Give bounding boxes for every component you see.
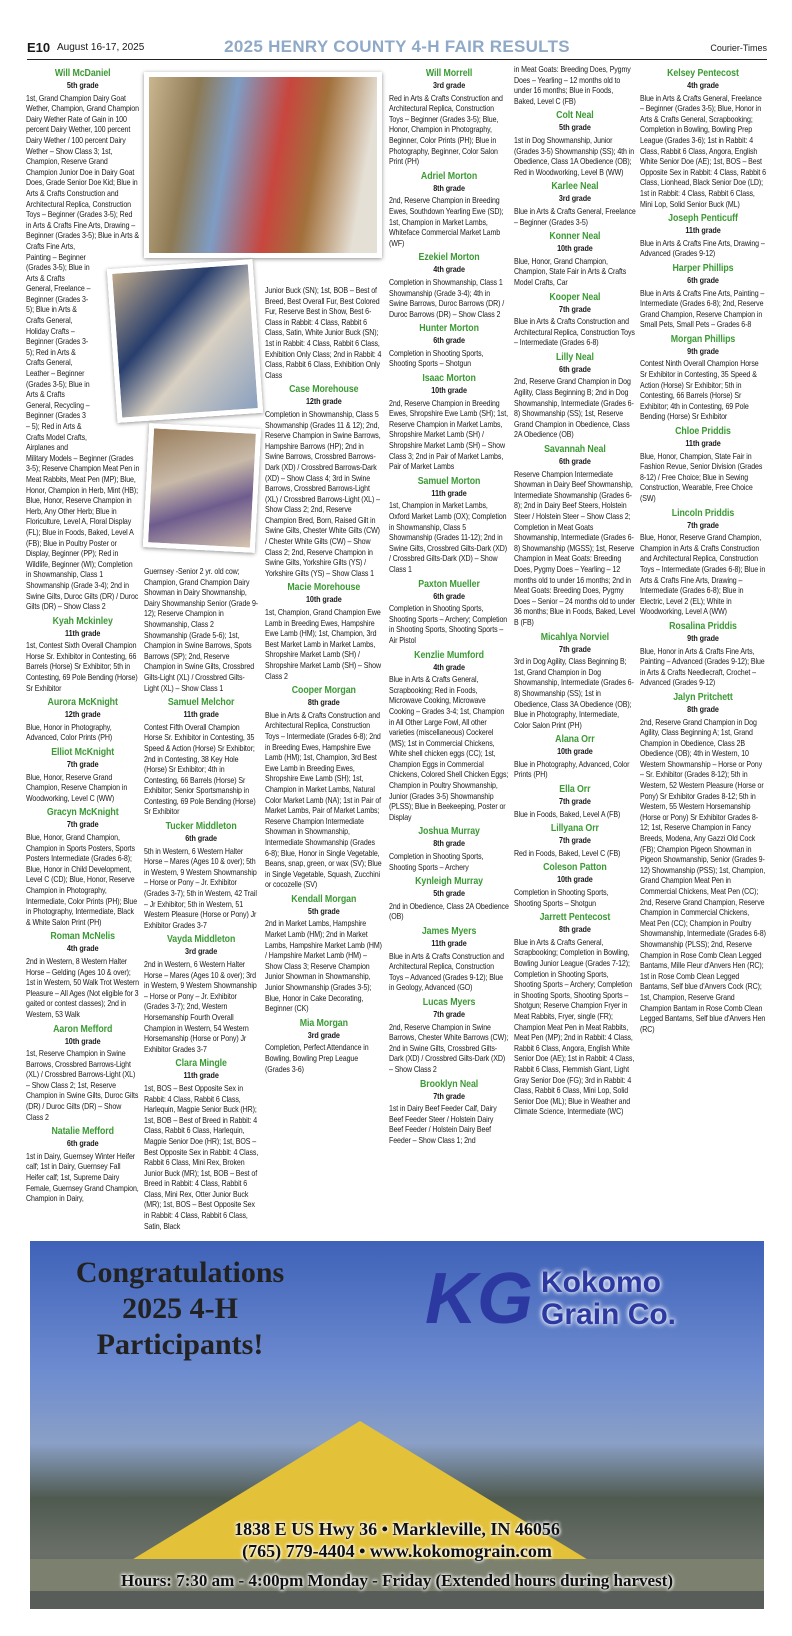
participant-entry	[389, 925, 509, 993]
participant-results: Contest Fifth Overall Champion Horse Sr. Exhibitor in Contesting, 35 Speed & Action (Horse) Sr Exhibitor; 2nd in Contesting, 38 Key Hole (Horse) Sr Exhibitor; 4th in Contesting, 66 Barrels (Horse) Sr Exhibitor; Senior Sportsmanship in Contesting, 69 Pole Bending (Horse) Sr Exhibitor	[144, 721, 256, 817]
participant-name: Samuel Morton	[417, 474, 481, 487]
participant-grade: 3rd grade	[558, 193, 591, 204]
column-4	[389, 64, 509, 1147]
participant-entry	[640, 67, 766, 209]
continued-text: Guernsey -Senior 2 yr. old cow; Champion, Grand Champion Dairy Showman in Dairy Showmanship, Dairy Showmanship Senior (Grade 9-12); Reserve Champion in Showmanship, Class 2 Showmanship (Grade 5-6); 1st, Champion in Swine Barrows, Spots Barrows (SP); 2nd, Reserve Champion in Swine Gilts, Crossbred Gilts-Light (XL) / Crossbred Gilts-Light (XL) – Show Class 1	[144, 566, 259, 693]
participant-entry	[389, 170, 509, 249]
participant-grade: 7th grade	[66, 759, 99, 770]
participant-grade: 3rd grade	[432, 80, 466, 90]
participant-grade: 7th grade	[559, 643, 591, 654]
participant-name: Alana Orr	[555, 733, 595, 746]
participant-grade: 12th grade	[64, 709, 101, 720]
participant-grade: 10th grade	[431, 385, 467, 396]
participant-results: 2nd, Reserve Grand Champion in Dog Agility, Class Beginning B; 2nd in Dog Showmanship, Intermediate (Grades 6-8) Showmanship (SS); 1st, Reserve Grand Champion in Obedience, Class 2A Obedience (OB)	[514, 376, 634, 440]
kokomo-grain-logo	[425, 1259, 677, 1339]
participant-grade: 6th grade	[687, 274, 719, 285]
participant-results: 2nd, Reserve Grand Champion in Dog Agility, Class Beginning A; 1st, Grand Champion in Obedience, Class 2B Obedience (OB); 4th in Western, 10 Western Showmanship – Horse or Pony – Sr. Exhibitor (Grades 8-12); 5th in Western, 52 Western Pleasure (Horse or Pony) Sr Exhibitor Grades 8-12; 5th in Western, 55 Western Horsemanship (Horse or Pony) Sr Exhibitor Grades 8-12; 1st, Reserve Champion in Fancy Breeds, Modena, Any Gazzi Old Cock (FB); Champion Pigeon Showman in Pigeon Showmanship, Senior (Grades 9-12) Showmanship (PSS); 1st, Champion, Grand Champion Meat Pen in Commercial Chickens, Meat Pen (CC); 2nd, Reserve Grand Champion, Reserve Champion in Commercial Chickens, Meat Pen (CC); Champion in Poultry Showmanship, Intermediate (Grades 6-8) Showmanship (PLSS); 2nd, Reserve Champion in Rose Comb Clean Legged Bantams, Mille Fleur d'Anvers Hen (RC); 1st in Rose Comb Clean Legged Bantams, Self blue d'Anvers Cock (RC); 1st, Champion, Reserve Grand Champion Bantam in Rose Comb Clean Legged Bantams, Self blue d'Anvers Hen (RC)	[640, 716, 766, 1034]
kokomo-grain-advertisement	[30, 1241, 764, 1609]
participant-name: Ella Orr	[559, 783, 591, 796]
participant-entry	[389, 996, 509, 1075]
issue-date: August 16-17, 2025	[57, 42, 145, 53]
participant-results: Blue, Honor, Champion, State Fair in Fashion Revue, Senior Division (Grades 8-12) / Free Choice; Blue in Sewing Construction, Wearable, Free Choice (SW)	[640, 450, 763, 503]
participant-results: Blue in Arts & Crafts Construction and Architectural Replica, Construction Toys – Intermediate (Grades 6-8)	[514, 316, 635, 348]
participant-results: 1st in Dairy, Guernsey Winter Heifer calf; 1st in Dairy, Guernsey Fall Heifer calf; 1st, Supreme Dairy Female, Guernsey Grand Champion, Champion in Dairy,	[26, 1150, 139, 1204]
participant-results: Completion in Showmanship, Class 1 Showmanship (Grade 3-4); 4th in Swine Barrows, Duroc Barrows (DR) / Duroc Barrows (DR) – Show Class 2	[389, 276, 505, 319]
column-3	[265, 285, 383, 1075]
participant-grade: 8th grade	[433, 182, 465, 193]
participant-name: Chloe Priddis	[675, 425, 731, 438]
participant-results: Blue in Arts & Crafts Fine Arts, Painting – Intermediate (Grades 6-8); 2nd, Reserve Grand Champion, Reserve Champion in Small Pets, Small Pets – Grades 6-8	[640, 287, 765, 330]
participant-entry	[514, 230, 636, 287]
participant-name: Kenzlie Mumford	[414, 648, 484, 661]
participant-grade: 11th grade	[431, 487, 467, 498]
participant-entry	[640, 691, 766, 1034]
participant-name: Karlee Neal	[551, 180, 599, 193]
participant-entry	[389, 875, 509, 922]
participant-name: Jalyn Pritchett	[673, 690, 733, 703]
participant-grade: 5th grade	[307, 905, 340, 916]
page-header	[27, 38, 767, 60]
participant-results: Blue in Photography, Advanced, Color Prints (PH)	[514, 758, 630, 780]
participant-grade: 6th grade	[66, 1138, 99, 1149]
participant-entry	[26, 746, 139, 803]
participant-results: Completion in Shooting Sports, Shooting Sports – Archery; Completion in Shooting Sports, Shooting Sports – Air Pistol	[389, 603, 508, 645]
participant-entry	[640, 507, 766, 617]
participant-results: Blue, Honor, Reserve Grand Champion, Reserve Champion in Woodworking, Level C (WW)	[26, 771, 128, 803]
congrats-line: 2025 4-H	[122, 1292, 238, 1325]
participant-entry	[514, 822, 636, 858]
ad-contact: (765) 779-4404 • www.kokomograin.com	[242, 1541, 552, 1561]
photo-rabbit-show	[143, 423, 261, 553]
participant-results: Contest Ninth Overall Champion Horse Sr Exhibitor in Contesting, 35 Speed & Action (Horse) Sr Exhibitor; 5th in Contesting, 66 Barrels (Horse) Sr Exhibitor; 4th in Contesting, 69 Pole Bending (Horse) Sr Exhibitor	[640, 358, 759, 422]
grain-pile-image	[130, 1421, 590, 1561]
participant-grade: 5th grade	[433, 888, 465, 899]
participant-grade: 7th grade	[559, 796, 591, 807]
participant-name: Kynleigh Murray	[415, 875, 483, 888]
participant-grade: 11th grade	[65, 627, 101, 638]
participant-entry	[389, 649, 509, 823]
participant-grade: 6th grade	[433, 335, 465, 346]
photo-wrap-spacer	[91, 244, 140, 449]
participant-name: Aurora McKnight	[47, 696, 118, 709]
participant-results: Blue in Arts & Crafts General, Freelance – Beginner (Grades 3-5); Blue, Honor in Arts & Crafts General, Scrapbooking; Completion in Bowling, Bowling Prep League (Grades 3-6); 1st in Rabbit: 4 Class, Rabbit 6 Class, Angora, English White Senior Doe (AE); 1st, BOS – Best Opposite Sex in Rabbit: 4 Class, Rabbit 6 Class, Lionhead, Black Senior Doe (LD); 1st in Rabbit: 4 Class, Rabbit 6 Class, Mini Lop, Solid Senior Buck (ML)	[640, 92, 766, 209]
participant-results: Blue in Arts & Crafts General, Scrapbooking; Completion in Bowling, Bowling Junior League (Grades 7-12); Completion in Shooting Sports, Shooting Sports – Archery; Completion in Shooting Sports, Shooting Sports – Shotgun; Reserve Champion Fryer in Meat Rabbits, Fryer, single (FR); Champion Meat Pen in Meat Rabbits, Meat Pen (MP); 2nd in Rabbit: 4 Class, Rabbit 6 Class, Angora, English White Senior Doe (AE); 1st in Rabbit: 4 Class, Rabbit 6 Class, Flemmish Giant, Light Gray Senior Doe (FG); 3rd in Rabbit: 4 Class, Rabbit 6 Class, Mini Lop, Solid Senior Doe (ML); Blue in Weather and Climate Science, Intermediate (WC)	[514, 936, 635, 1117]
participant-name: Micahlya Norviel	[540, 630, 610, 643]
participant-entry	[265, 581, 383, 681]
participant-entry	[26, 1023, 139, 1123]
participant-results: 2nd, Reserve Champion in Breeding Ewes, Shropshire Ewe Lamb (SH); 1st, Reserve Champion in Market Lambs, Shropshire Market Lamb (SH) / Shropshire Market Lamb (SH) – Show Class 3; 2nd in Pair of Market Lambs, Pair of Market Lambs	[389, 397, 508, 472]
participant-entry	[640, 620, 766, 688]
congrats-line: Congratulations	[75, 1256, 285, 1289]
participant-results: 1st in Dairy Beef Feeder Calf, Dairy Beef Feeder Steer / Holstein Dairy Beef Feeder / Holstein Dairy Beef Feeder – Show Class 1; 2nd	[389, 1103, 497, 1145]
participant-entry	[514, 291, 636, 348]
participant-entry	[514, 733, 636, 780]
participant-results: Blue in Arts & Crafts Construction and Architectural Replica, Construction Toys – Intermediate (Grades 6-8); 2nd in Breeding Ewes, Hampshire Ewe Lamb (HM); 1st, Champion, 3rd Best Ewe Lamb in Breeding Ewes, Shropshire Ewe Lamb (SH); 1st, Champion in Market Lambs, Natural Color Market Lamb (NA); 1st in Pair of Market Lambs, Pair of Market Lambs; Reserve Champion Intermediate Showman in Showmanship, Intermediate Showmanship (Grades 6-8); Blue, Honor in Single Vegetable, Beans, snap, green, or wax (SV); Blue in Single Vegetable, Squash, Zucchini or cocozelle (SV)	[265, 709, 382, 890]
participant-name: Jarrett Pentecost	[539, 911, 611, 924]
participant-entry	[389, 1078, 509, 1146]
participant-grade: 8th grade	[433, 838, 465, 849]
participant-entry	[144, 1057, 258, 1231]
photo-man-and-teen-with-project	[144, 72, 382, 258]
participant-grade: 8th grade	[559, 924, 591, 935]
participant-results: Blue, Honor, Reserve Grand Champion, Champion in Arts & Crafts Construction and Architectural Replica, Construction Toys – Intermediate (Grades 6-8); Blue in Arts & Crafts Fine Arts, Drawing – Intermediate (Grades 6-8); Blue in Electric, Level 2 (EL); White in Woodworking, Level A (WW)	[640, 532, 766, 617]
participant-grade: 3rd grade	[185, 946, 218, 957]
congratulations-text	[50, 1255, 310, 1363]
participant-entry	[265, 893, 383, 1014]
participant-results: Blue in Arts & Crafts General, Freelance – Beginner (Grades 3-5)	[514, 205, 636, 227]
participant-entry	[640, 262, 766, 330]
participant-results: Blue, Honor in Photography, Advanced, Color Prints (PH)	[26, 721, 113, 743]
participant-name: Lincoln Priddis	[671, 506, 735, 519]
participant-grade: 10th grade	[305, 594, 342, 605]
participant-entry	[514, 911, 636, 1117]
participant-entry	[26, 1125, 139, 1204]
participant-grade: 9th grade	[687, 345, 719, 356]
participant-results: 1st in Dog Showmanship, Junior (Grades 3-5) Showmanship (SS); 4th in Obedience, Class 1A Obedience (OB); Red in Woodworking, Level B (WW)	[514, 134, 635, 177]
participant-entry	[514, 180, 636, 227]
participant-name: Kyah Mckinley	[52, 614, 113, 627]
participant-grade: 6th grade	[559, 363, 591, 374]
participant-results: Blue in Arts & Crafts Construction and Architectural Replica, Construction Toys – Advanced (Grades 9-12); Blue in Geology, Advanced (GO)	[389, 950, 504, 993]
participant-name: Paxton Mueller	[418, 577, 480, 590]
participant-name: Isaac Morton	[422, 372, 476, 385]
participant-name: Natalie Mefford	[51, 1125, 114, 1138]
participant-entry	[389, 322, 509, 369]
participant-entry	[389, 578, 509, 646]
page-number: E10	[27, 40, 51, 55]
newspaper-name: Courier-Times	[710, 43, 767, 53]
participant-grade: 7th grade	[66, 819, 99, 830]
participant-grade: 3rd grade	[307, 1029, 340, 1040]
column-1	[26, 64, 139, 1205]
participant-grade: 7th grade	[687, 519, 719, 530]
participant-name: Lilly Neal	[555, 350, 594, 363]
participant-entry	[389, 67, 509, 167]
participant-grade: 4th grade	[433, 264, 465, 275]
participant-entry	[514, 443, 636, 628]
participant-entry	[640, 212, 766, 259]
participant-grade: 11th grade	[183, 1070, 219, 1081]
participant-name: Lillyana Orr	[550, 822, 599, 835]
participant-entry	[265, 383, 383, 578]
congrats-line: Participants!	[96, 1328, 264, 1361]
participant-name: Will McDaniel	[54, 67, 111, 79]
participant-results: Reserve Champion Intermediate Showman in Dairy Beef Showmanship, Intermediate Showmanship (Grades 6-8); 2nd in Dairy Beef Steers, Holstein Steer / Holstein Steer – Show Class 2; Completion in Meat Goats Showmanship, Intermediate (Grades 6-8) Showmanship (MGSS); 1st, Reserve Champion in Meat Goats: Breeding Does, Pygmy Does – Yearling – 12 months old to under 16 months; 2nd in Meat Goats: Breeding Does, Pygmy Does – Senior – 24 months old to under 36 months; Blue in Foods, Baked, Level B (FB)	[514, 468, 636, 627]
continued-text: in Meat Goats: Breeding Does, Pygmy Does – Yearling – 12 months old to under 16 months; Blue in Foods, Baked, Level C (FB)	[514, 64, 631, 106]
participant-results: 1st, Grand Champion Dairy Goat Wether, Champion, Grand Champion Dairy Wether Rate of Gain in 100 percent Dairy Wether, 100 percent Dairy Wether / 100 percent Dairy Wether – Show Class 3; 1st, Champion, Reserve Grand Champion Junior Doe in Dairy Goat Does, Grade Senior Doe Kid; Blue in Arts & Crafts Construction and Architectural Replica, Construction Toys – Beginner (Grades 3-5); Red in Arts & Crafts Fine Arts, Drawing – Beginner (Grades 3-5); Blue in Arts & Crafts Fine Arts, Painting – Beginner (Grades 3-5); Blue in Arts & Crafts General, Freelance – Beginner (Grades 3-5); Blue in Arts & Crafts General, Holiday Crafts – Beginner (Grades 3-5); Red in Arts & Crafts General, Leather – Beginner (Grades 3-5); Blue in Arts & Crafts General, Recycling – Beginner (Grades 3 – 5); Red in Arts & Crafts Model Crafts, Airplanes and Military Models – Beginner (Grades 3-5); Reserve Champion Meat Pen in Meat Rabbits, Meat Pen (MP); Blue, Honor, Champion in Herb, Mint (HB); Blue, Honor, Reserve Champion in Herb, Any Other Herb; Blue in Floriculture, Level A, Floral Display (FL); Blue in Foods, Baked, Level A (FB); Blue in Poultry Poster or Display, Beginner (PP); Red in Wildlife, Beginner (WI); Completion in Showmanship, Class 1 Showmanship (Grade 3-4); 2nd in Swine Gilts, Duroc Gilts (DR) / Duroc Gilts (DR) – Show Class 2	[26, 92, 140, 612]
participant-results: Blue in Arts & Crafts General, Scrapbooking; Red in Foods, Microwave Cooking, Microwave Cooking – Grades 3-4; 1st, Champion in All Other Large Fowl, All other varieties (miscellaneous) Cockerel (MS); 1st in Commercial Chickens, White shell chicken eggs (CC); 1st, Champion Eggs in Commercial Chickens, Colored Shell Chicken Eggs; Champion in Poultry Showmanship, Junior (Grades 3-5) Showmanship (PLSS); Blue in Beekeeping, Poster or Display	[389, 674, 509, 822]
participant-name: Gracyn McKnight	[46, 806, 119, 819]
participant-name: Tucker Middleton	[165, 820, 237, 833]
participant-grade: 9th grade	[687, 632, 719, 643]
participant-entry	[265, 684, 383, 890]
participant-results: 1st, Reserve Champion in Swine Barrows, Crossbred Barrows-Light (XL) / Crossbred Barrows-Light (XL) – Show Class 2; 1st, Reserve Champion in Swine Gilts, Duroc Gilts (DR) / Duroc Gilts (DR) – Show Class 2	[26, 1048, 139, 1122]
participant-results: 5th in Western, 6 Western Halter Horse – Mares (Ages 10 & over); 5th in Western, 9 Western Showmanship – Horse or Pony – Jr. Exhibitor (Grades 3-7); 5th in Western, 42 Trail – Jr Exhibitor; 5th in Western, 51 Western Pleasure (Horse or Pony) Jr Exhibitor Grades 3-7	[144, 845, 257, 930]
participant-name: Joshua Murray	[418, 825, 480, 838]
participant-results: Red in Arts & Crafts Construction and Architectural Replica, Construction Toys – Beginner (Grades 3-5); Blue, Honor, Champion in Photography, Beginner, Color Prints (PH); Blue in Photography, Beginner, Color Salon Print (PH)	[389, 92, 503, 167]
kg-logo-mark: KG	[425, 1259, 533, 1339]
participant-entry	[389, 475, 509, 575]
participant-name: Macie Morehouse	[287, 581, 361, 594]
participant-grade: 10th grade	[557, 243, 593, 254]
participant-name: Samuel Melchor	[167, 696, 235, 709]
participant-grade: 10th grade	[557, 746, 593, 757]
participant-entry	[640, 425, 766, 504]
participant-grade: 7th grade	[433, 1090, 465, 1101]
participant-grade: 8th grade	[307, 697, 340, 708]
participant-grade: 6th grade	[559, 456, 591, 467]
participant-name: Adriel Morton	[420, 169, 478, 182]
column-2	[144, 566, 258, 1232]
participant-entry	[389, 372, 509, 472]
participant-results: Completion in Showmanship, Class 5 Showmanship (Grades 11 & 12); 2nd, Reserve Champion in Swine Barrows, Hampshire Barrows (HP); 2nd in Swine Barrows, Crossbred Barrows-Dark (XD) / Crossbred Barrows-Dark (XD) – Show Class 4; 3rd in Swine Barrows, Crossbred Barrows-Light (XL) / Crossbred Barrows-Light (XL) – Show Class 2; 2nd, Reserve Champion Bred, Born, Raised Gilt in Swine Gilts, Chester White Gilts (CW) / Chester White Gilts (CW) – Show Class 2; 2nd, Reserve Champion in Swine Gilts, Yorkshire Gilts (YS) / Yorkshire Gilts (YS) – Show Class 1	[265, 408, 381, 578]
participant-name: Coleson Patton	[543, 861, 607, 874]
participant-results: 1st, Champion, Grand Champion Ewe Lamb in Breeding Ewes, Hampshire Ewe Lamb (HM); 1st, Champion, 3rd Best Market Lamb in Market Lambs, Shropshire Market Lamb (SH) / Shropshire Market Lamb (SH) – Show Class 2	[265, 607, 382, 681]
participant-name: Brooklyn Neal	[419, 1077, 479, 1090]
participant-name: Kooper Neal	[549, 290, 601, 303]
participant-results: 2nd, Reserve Champion in Breeding Ewes, Southdown Yearling Ewe (SD); 1st, Champion in Market Lambs, Whiteface Commercial Market Lamb (WF)	[389, 195, 504, 248]
participant-name: Morgan Phillips	[670, 332, 736, 345]
participant-grade: 4th grade	[66, 943, 99, 954]
participant-grade: 10th grade	[557, 874, 593, 885]
participant-results: Completion in Shooting Sports, Shooting Sports – Archery	[389, 851, 484, 872]
participant-name: Konner Neal	[549, 230, 601, 243]
ad-hours: Hours: 7:30 am - 4:00pm Monday - Friday (Extended hours during harvest)	[120, 1571, 674, 1590]
participant-name: Ezekiel Morton	[418, 251, 480, 264]
participant-name: James Myers	[421, 925, 477, 937]
participant-name: Joseph Penticuff	[668, 212, 738, 225]
participant-results: 2nd in Western, 6 Western Halter Horse – Mares (Ages 10 & over); 3rd in Western, 9 Western Showmanship – Horse or Pony – Jr. Exhibitor (Grades 3-7); 2nd, Western Horsemanship Fourth Overall Champion in Western, 54 Western Horsemanship (Horse or Pony) Jr Exhibitor Grades 3-7	[144, 959, 257, 1054]
participant-entry	[144, 933, 258, 1054]
participant-name: Clara Mingle	[175, 1057, 227, 1070]
participant-grade: 7th grade	[559, 835, 591, 846]
participant-name: Colt Neal	[556, 109, 594, 122]
participant-name: Aaron Mefford	[53, 1022, 113, 1035]
participant-name: Kelsey Pentecost	[667, 67, 739, 79]
participant-results: 3rd in Dog Agility, Class Beginning B; 1st, Grand Champion in Dog Showmanship, Intermediate (Grades 6-8) Showmanship (SS); 1st in Obedience, Class 3A Obedience (OB); Blue in Photography, Intermediate, Color Salon Print (PH)	[514, 656, 634, 730]
participant-grade: 10th grade	[64, 1035, 101, 1046]
participant-grade: 5th grade	[66, 80, 99, 90]
participant-results: Completion in Shooting Sports, Shooting Sports – Shotgun	[389, 347, 484, 369]
participant-entry	[265, 1017, 383, 1074]
section-title: 2025 HENRY COUNTY 4-H FAIR RESULTS	[224, 37, 570, 56]
participant-results: Blue, Honor, Grand Champion, Champion in Sports Posters, Sports Posters Intermediate (Grades 6-8); Blue, Honor in Child Development, Level C (CD); Blue, Honor, Reserve Champion in Photography, Intermediate, Color Prints (PH); Blue in Photography, Intermediate, Black & White Salon Print (PH)	[26, 832, 138, 927]
participant-grade: 11th grade	[183, 709, 219, 720]
participant-grade: 11th grade	[685, 438, 721, 449]
participant-name: Hunter Morton	[419, 322, 479, 335]
participant-name: Vayda Middleton	[166, 933, 236, 946]
participant-grade: 7th grade	[559, 303, 591, 314]
participant-entry	[26, 696, 139, 743]
participant-results: 2nd in Market Lambs, Hampshire Market Lamb (HM); 2nd in Market Lambs, Hampshire Market Lamb (HM) / Hampshire Market Lamb (HM) – Show Class 3; Reserve Champion Junior Showman in Showmanship, Junior Showmanship (Grades 3-5); Blue, Honor in Cake Decorating, Beginner (CK)	[265, 918, 382, 1014]
participant-entry	[514, 783, 636, 819]
participant-grade: 8th grade	[687, 703, 719, 714]
participant-grade: 5th grade	[559, 122, 591, 133]
column-5	[514, 64, 636, 1118]
participant-entry	[144, 696, 258, 817]
participant-grade: 11th grade	[685, 225, 721, 236]
continued-text: Junior Buck (SN); 1st, BOB – Best of Breed, Best Overall Fur, Best Colored Fur, Reserve Best in Show, Best 6-Class in Rabbit: 4 Class, Rabbit 6 Class, Satin, White Junior Buck (SN); 1st in Rabbit: 4 Class, Rabbit 6 Class, Exhibition Only Class; 2nd in Rabbit: 4 Class, Rabbit 6 Class, Exhibition Only Class	[265, 285, 382, 380]
participant-entry	[514, 109, 636, 177]
participant-results: Blue, Honor, Grand Champion, Champion, State Fair in Arts & Crafts Model Crafts, Car	[514, 255, 627, 287]
participant-grade: 6th grade	[185, 833, 217, 844]
participant-name: Lucas Myers	[422, 995, 476, 1008]
ad-address: 1838 E US Hwy 36 • Markleville, IN 46056	[234, 1519, 560, 1539]
participant-name: Cooper Morgan	[291, 684, 356, 697]
participant-entry	[26, 930, 139, 1019]
participant-results: Blue in Foods, Baked, Level A (FB)	[514, 808, 621, 819]
participant-grade: 6th grade	[433, 590, 465, 601]
participant-name: Harper Phillips	[672, 261, 734, 274]
participant-results: 2nd in Western, 8 Western Halter Horse – Gelding (Ages 10 & over); 1st in Western, 50 Walk Trot Western Pleasure – All Ages (Not eligible for 3 gaited or contest classes); 2nd in Western, 53 Walk	[26, 955, 139, 1019]
participant-results: Completion in Shooting Sports, Shooting Sports – Shotgun	[514, 887, 609, 908]
participant-results: Blue, Honor in Arts & Crafts Fine Arts, Painting – Advanced (Grades 9-12); Blue in Arts & Crafts Needlecraft, Crochet – Advanced (Grades 9-12)	[640, 645, 765, 688]
participant-results: Red in Foods, Baked, Level C (FB)	[514, 847, 621, 858]
participant-entry	[514, 861, 636, 908]
participant-results: 1st, Champion in Market Lambs, Oxford Market Lamb (OX); Completion in Showmanship, Class 5 Showmanship (Grades 11-12); 2nd in Swine Gilts, Crossbred Gilts-Dark (XD) / Crossbred Gilts-Dark (XD) – Show Class 1	[389, 500, 507, 574]
participant-entry	[389, 251, 509, 319]
participant-results: 1st, BOS – Best Opposite Sex in Rabbit: 4 Class, Rabbit 6 Class, Harlequin, Magpie Senior Buck (HR); 1st, BOB – Best of Breed in Rabbit: 4 Class, Rabbit 6 Class, Harlequin, Magpie Senior Doe (HR); 1st, BOS – Best Opposite Sex in Rabbit: 4 Class, Rabbit 6 Class, Mini Rex, Broken Junior Buck (MR); 1st, BOB – Best of Breed in Rabbit: 4 Class, Rabbit 6 Class, Mini Rex, Otter Junior Buck (MR); 1st, BOS – Best Opposite Sex in Rabbit: 4 Class, Rabbit 6 Class, Satin, Black	[144, 1082, 259, 1231]
participant-entry	[144, 820, 258, 930]
participant-name: Rosalina Priddis	[669, 619, 737, 632]
participant-entry	[26, 615, 139, 694]
participant-name: Will Morrell	[425, 67, 473, 79]
company-name-line: Grain Co.	[541, 1298, 677, 1331]
participant-grade: 4th grade	[687, 80, 719, 90]
participant-results: 1st, Contest Sixth Overall Champion Horse Sr. Exhibitor in Contesting, 66 Barrels (Horse) Sr Exhibitor; 5th in Contesting, 69 Pole Bending (Horse) Sr Exhibitor	[26, 640, 138, 693]
participant-grade: 4th grade	[433, 661, 465, 672]
participant-name: Savannah Neal	[544, 443, 606, 456]
participant-entry	[389, 825, 509, 872]
participant-grade: 12th grade	[305, 396, 342, 407]
participant-entry	[640, 333, 766, 422]
participant-results: 2nd in Obedience, Class 2A Obedience (OB)	[389, 900, 509, 922]
participant-entry	[26, 806, 139, 927]
participant-name: Elliot McKnight	[51, 746, 115, 759]
participant-grade: 7th grade	[433, 1008, 465, 1019]
participant-name: Roman McNelis	[50, 930, 115, 943]
participant-results: 2nd, Reserve Champion in Swine Barrows, Chester White Barrows (CW); 2nd in Swine Gilts, Crossbred Gilts-Dark (XD) / Crossbred Gilts-Dark (XD) – Show Class 2	[389, 1021, 509, 1074]
company-name-line: Kokomo	[541, 1266, 661, 1299]
participant-results: Blue in Arts & Crafts Fine Arts, Drawing – Advanced (Grades 9-12)	[640, 237, 765, 259]
participant-results: Completion, Perfect Attendance in Bowling, Bowling Prep League (Grades 3-6)	[265, 1042, 369, 1074]
participant-entry	[514, 631, 636, 731]
participant-name: Mia Morgan	[299, 1016, 348, 1029]
participant-entry	[514, 351, 636, 440]
participant-name: Kendall Morgan	[291, 892, 357, 905]
column-6	[640, 64, 766, 1035]
participant-grade: 11th grade	[431, 938, 467, 948]
ground	[30, 1591, 764, 1609]
participant-name: Case Morehouse	[289, 383, 359, 396]
